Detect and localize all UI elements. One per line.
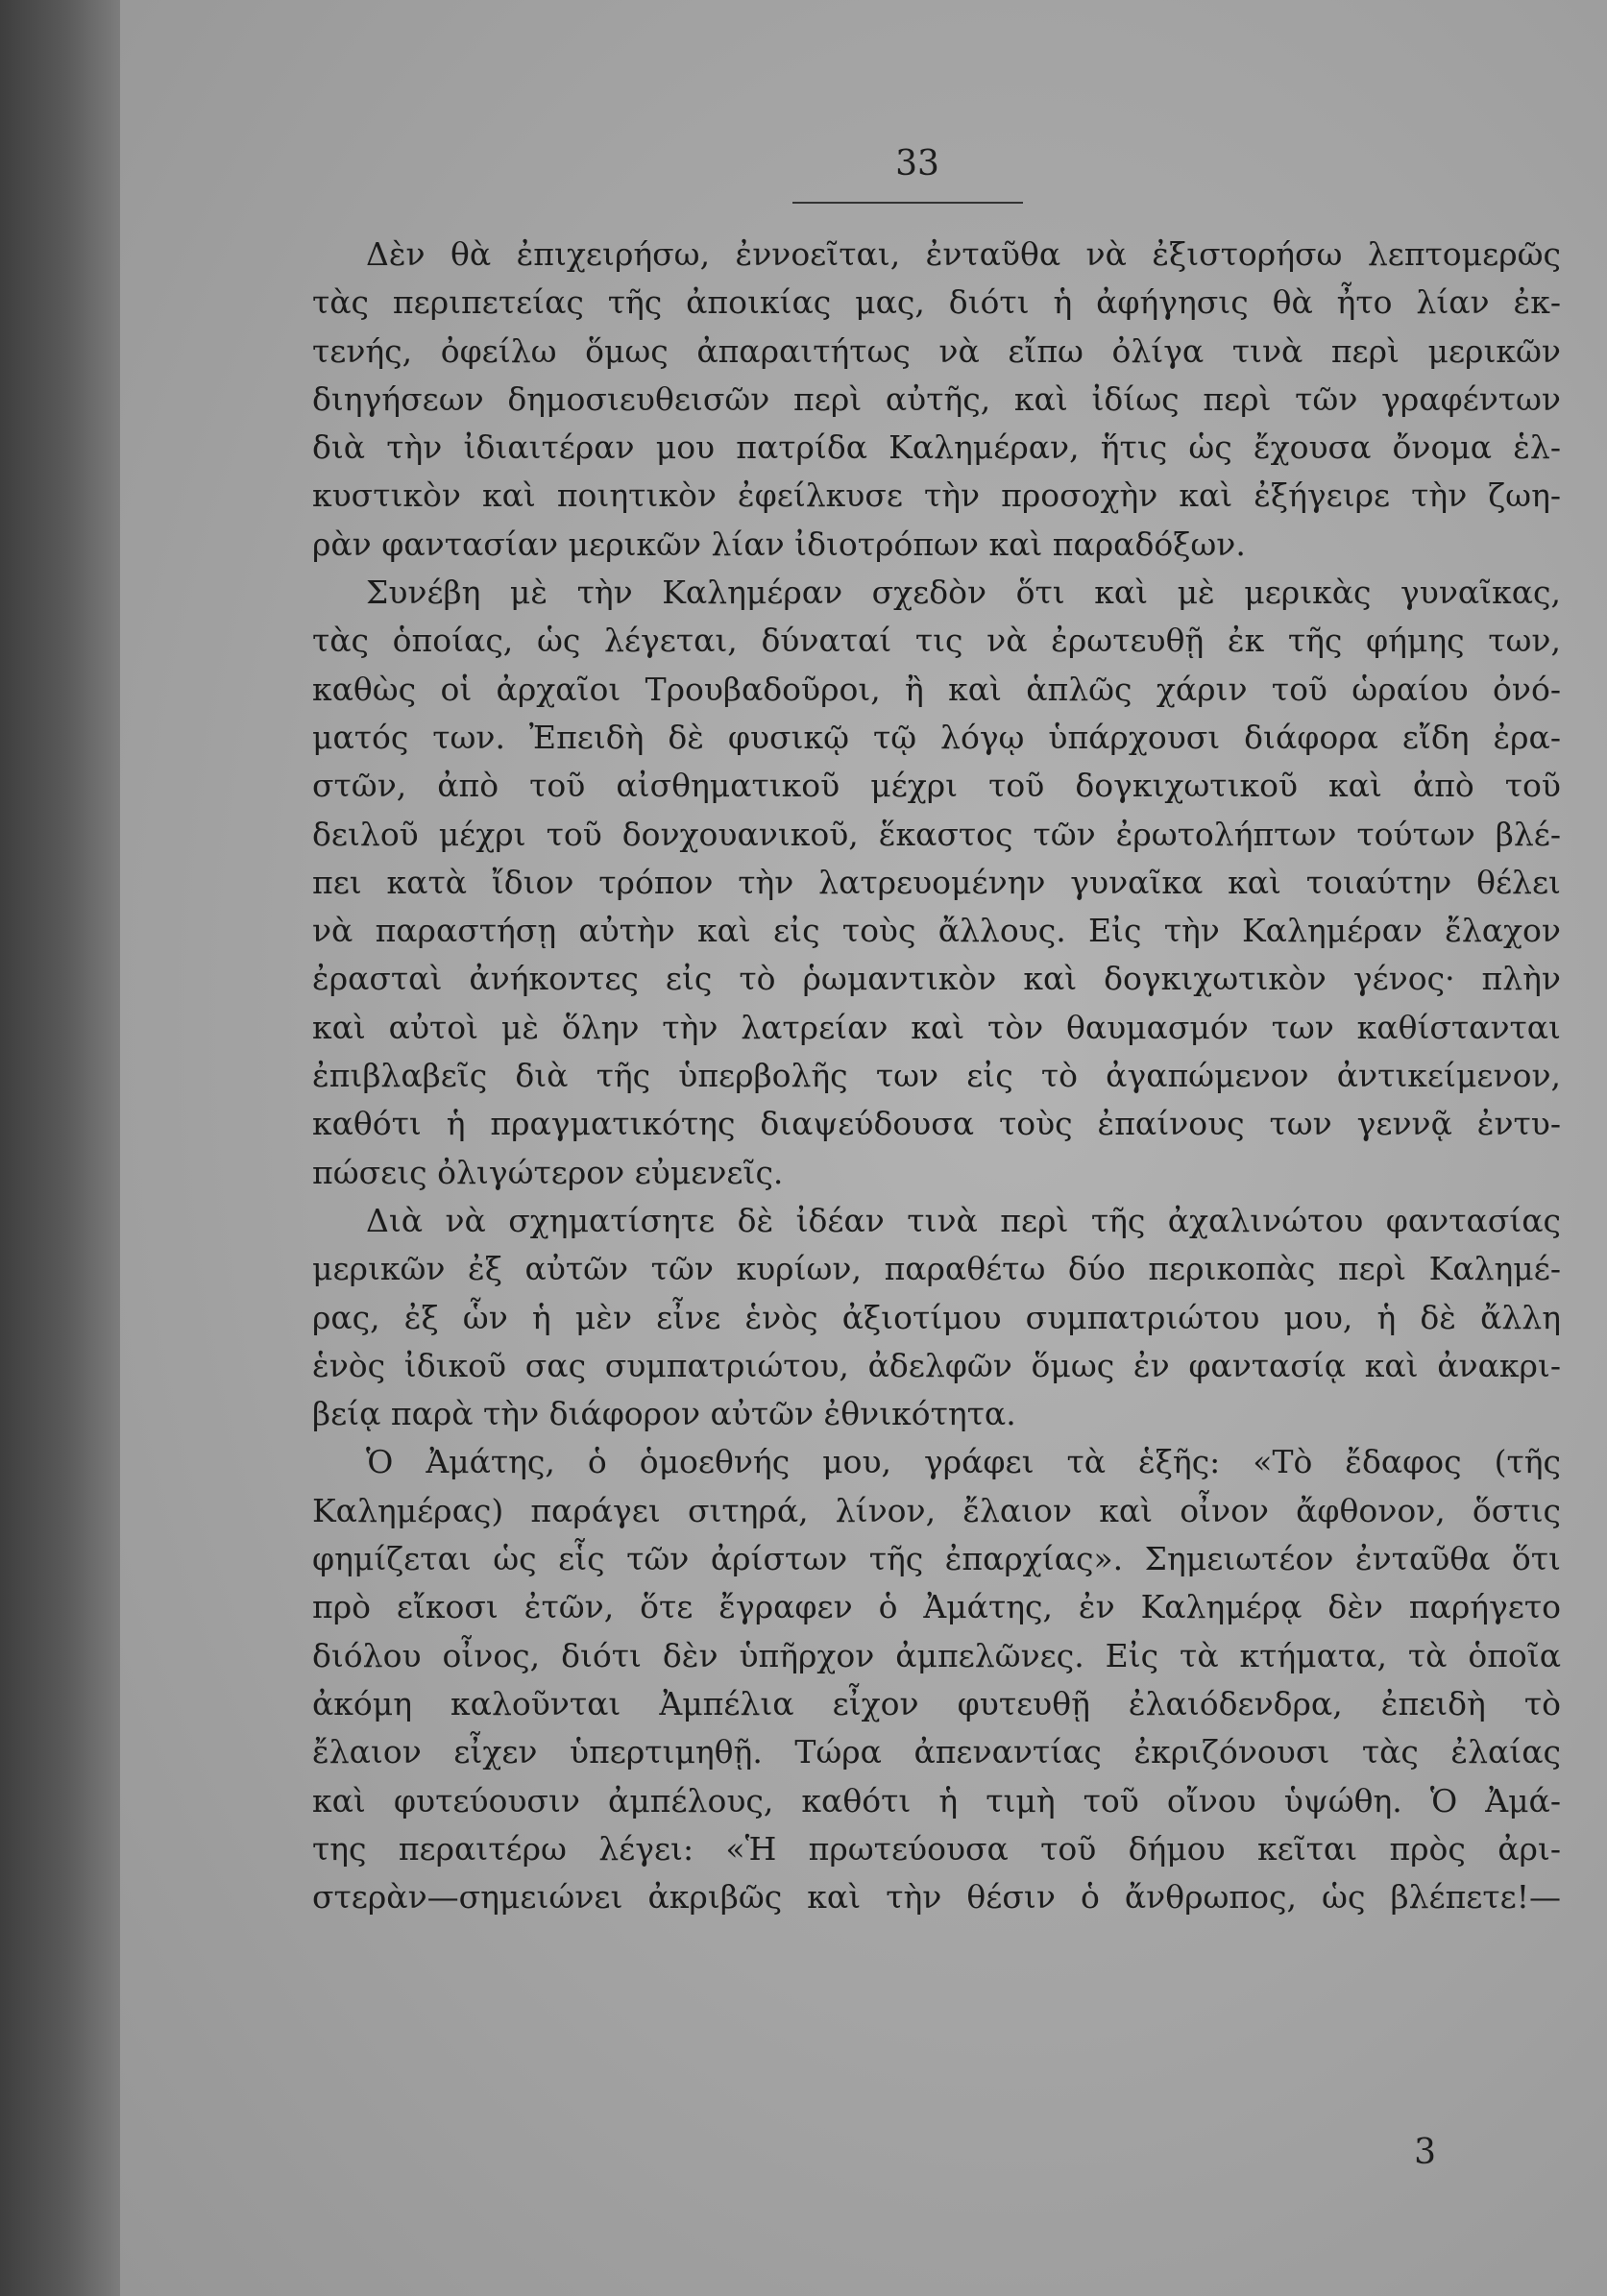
text-line: νὰ παραστήσῃ αὐτὴν καὶ εἰς τοὺς ἄλλους. Εἰς τὴν Καλημέραν ἔλαχον [312, 912, 1561, 950]
body-text [312, 231, 1561, 1921]
text-line: Διὰ νὰ σχηματίσητε δὲ ἰδέαν τινὰ περὶ τῆς ἀχαλινώτου φαντασίας [366, 1201, 1561, 1239]
text-line: Καλημέρας) παράγει σιτηρά, λίνον, ἔλαιον καὶ οἶνον ἄφθονον, ὅστις [312, 1491, 1561, 1529]
text-line: καθότι ἡ πραγματικότης διαψεύδουσα τοὺς ἐπαίνους των γεννᾷ ἐντυ- [312, 1105, 1561, 1143]
text-line: τὰς περιπετείας τῆς ἀποικίας μας, διότι ἡ ἀφήγησις θὰ ἦτο λίαν ἐκ- [312, 283, 1561, 322]
text-line: στερὰν—σημειώνει ἀκριβῶς καὶ τὴν θέσιν ὁ ἄνθρωπος, ὡς βλέπετε!— [312, 1878, 1561, 1917]
text-line: τενής, ὀφείλω ὅμως ἀπαραιτήτως νὰ εἴπω ὀλίγα τινὰ περὶ μερικῶν [312, 331, 1561, 370]
text-line: ματός των. Ἐπειδὴ δὲ φυσικῷ τῷ λόγῳ ὑπάρχουσι διάφορα εἴδη ἐρα- [312, 718, 1561, 756]
text-line: δειλοῦ μέχρι τοῦ δονχουανικοῦ, ἕκαστος τῶν ἐρωτολήπτων τούτων βλέ- [312, 815, 1561, 853]
text-line: διὰ τὴν ἰδιαιτέραν μου πατρίδα Καλημέραν, ἥτις ὡς ἔχουσα ὄνομα ἑλ- [312, 428, 1561, 467]
text-line: πώσεις ὀλιγώτερον εὐμενεῖς. [312, 1153, 784, 1191]
text-line: Δὲν θὰ ἐπιχειρήσω, ἐννοεῖται, ἐνταῦθα νὰ ἐξιστορήσω λεπτομερῶς [366, 235, 1561, 273]
text-line: ρας, ἐξ ὧν ἡ μὲν εἶνε ἑνὸς ἀξιοτίμου συμπατριώτου μου, ἡ δὲ ἄλλη [312, 1298, 1561, 1336]
text-line: διόλου οἶνος, διότι δὲν ὑπῆρχον ἀμπελῶνες. Εἰς τὰ κτήματα, τὰ ὁποῖα [312, 1636, 1561, 1674]
header-rule [792, 202, 1023, 204]
text-line: πει κατὰ ἴδιον τρόπον τὴν λατρευομένην γυναῖκα καὶ τοιαύτην θέλει [312, 863, 1561, 901]
text-line: καὶ αὐτοὶ μὲ ὅλην τὴν λατρείαν καὶ τὸν θαυμασμόν των καθίστανται [312, 1008, 1561, 1046]
text-line: ἐρασταὶ ἀνήκοντες εἰς τὸ ῥωμαντικὸν καὶ δογκιχωτικὸν γένος· πλὴν [312, 960, 1561, 998]
text-line: ἔλαιον εἶχεν ὑπερτιμηθῇ. Τώρα ἀπεναντίας ἐκριζόνουσι τὰς ἐλαίας [312, 1733, 1561, 1771]
signature-mark: 3 [1414, 2133, 1436, 2172]
text-line: μερικῶν ἐξ αὐτῶν τῶν κυρίων, παραθέτω δύο περικοπὰς περὶ Καλημέ- [312, 1250, 1561, 1288]
text-line: βείᾳ παρὰ τὴν διάφορον αὐτῶν ἐθνικότητα. [312, 1395, 1016, 1433]
text-line: τὰς ὁποίας, ὡς λέγεται, δύναταί τις νὰ ἐρωτευθῇ ἐκ τῆς φήμης των, [312, 622, 1561, 660]
text-line: πρὸ εἴκοσι ἐτῶν, ὅτε ἔγραφεν ὁ Ἀμάτης, ἐν Καλημέρᾳ δὲν παρήγετο [312, 1588, 1561, 1626]
text-line: της περαιτέρω λέγει: «Ἡ πρωτεύουσα τοῦ δήμου κεῖται πρὸς ἀρι- [312, 1829, 1561, 1868]
text-line: διηγήσεων δημοσιευθεισῶν περὶ αὐτῆς, καὶ ἰδίως περὶ τῶν γραφέντων [312, 379, 1561, 418]
text-line: στῶν, ἀπὸ τοῦ αἰσθηματικοῦ μέχρι τοῦ δογκιχωτικοῦ καὶ ἀπὸ τοῦ [312, 767, 1561, 805]
book-page [120, 0, 1607, 2296]
book-binding-edge [0, 0, 120, 2296]
text-line: κυστικὸν καὶ ποιητικὸν ἐφείλκυσε τὴν προσοχὴν καὶ ἐξήγειρε τὴν ζωη- [312, 476, 1561, 515]
text-line: ἑνὸς ἰδικοῦ σας συμπατριώτου, ἀδελφῶν ὅμως ἐν φαντασίᾳ καὶ ἀνακρι- [312, 1346, 1561, 1384]
text-line: ἐπιβλαβεῖς διὰ τῆς ὑπερβολῆς των εἰς τὸ ἀγαπώμενον ἀντικείμενον, [312, 1057, 1561, 1095]
text-line: ρὰν φαντασίαν μερικῶν λίαν ἰδιοτρόπων καὶ παραδόξων. [312, 525, 1246, 563]
page-number: 33 [895, 144, 939, 183]
text-line: ἀκόμη καλοῦνται Ἀμπέλια εἶχον φυτευθῇ ἐλαιόδενδρα, ἐπειδὴ τὸ [312, 1684, 1561, 1722]
text-line: καθὼς οἱ ἀρχαῖοι Τρουβαδοῦροι, ἢ καὶ ἁπλῶς χάριν τοῦ ὡραίου ὀνό- [312, 670, 1561, 708]
text-line: Συνέβη μὲ τὴν Καλημέραν σχεδὸν ὅτι καὶ μὲ μερικὰς γυναῖκας, [366, 574, 1561, 612]
text-line: Ὁ Ἀμάτης, ὁ ὁμοεθνής μου, γράφει τὰ ἑξῆς: «Τὸ ἔδαφος (τῆς [366, 1443, 1561, 1481]
text-line: καὶ φυτεύουσιν ἀμπέλους, καθότι ἡ τιμὴ τοῦ οἴνου ὑψώθη. Ὁ Ἀμά- [312, 1781, 1561, 1820]
text-line: φημίζεται ὡς εἷς τῶν ἀρίστων τῆς ἐπαρχίας». Σημειωτέον ἐνταῦθα ὅτι [312, 1540, 1561, 1578]
